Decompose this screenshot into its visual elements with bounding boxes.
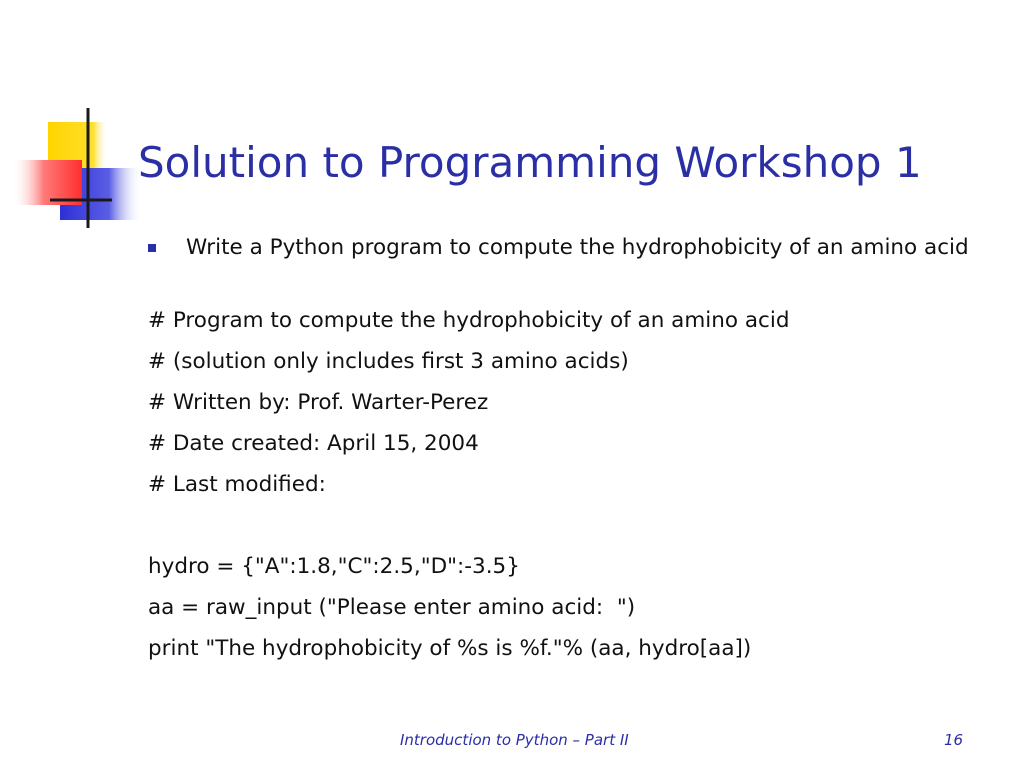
code-block [148,300,1008,669]
red-square [12,160,82,205]
slide-title: Solution to Programming Workshop 1 [138,138,922,187]
bullet-text: Write a Python program to compute the hydrophobicity of an amino acid [186,235,969,260]
code-line: # Last modified: [148,472,326,497]
code-line: hydro = {"A":1.8,"C":2.5,"D":-3.5} [148,554,520,579]
code-line: print "The hydrophobicity of %s is %f."% (aa, hydro[aa]) [148,636,752,661]
corner-squares-decoration-icon [0,100,150,240]
code-line: aa = raw_input ("Please enter amino acid: ") [148,595,636,620]
page-number: 16 [944,731,964,749]
code-line-blank [148,505,1008,546]
code-line: # Written by: Prof. Warter-Perez [148,390,489,415]
square-bullet-icon [148,244,156,252]
code-line: # Date created: April 15, 2004 [148,431,479,456]
code-line: # (solution only includes first 3 amino acids) [148,349,629,374]
footer-title: Introduction to Python – Part II [400,731,629,749]
code-line: # Program to compute the hydrophobicity of an amino acid [148,308,790,333]
